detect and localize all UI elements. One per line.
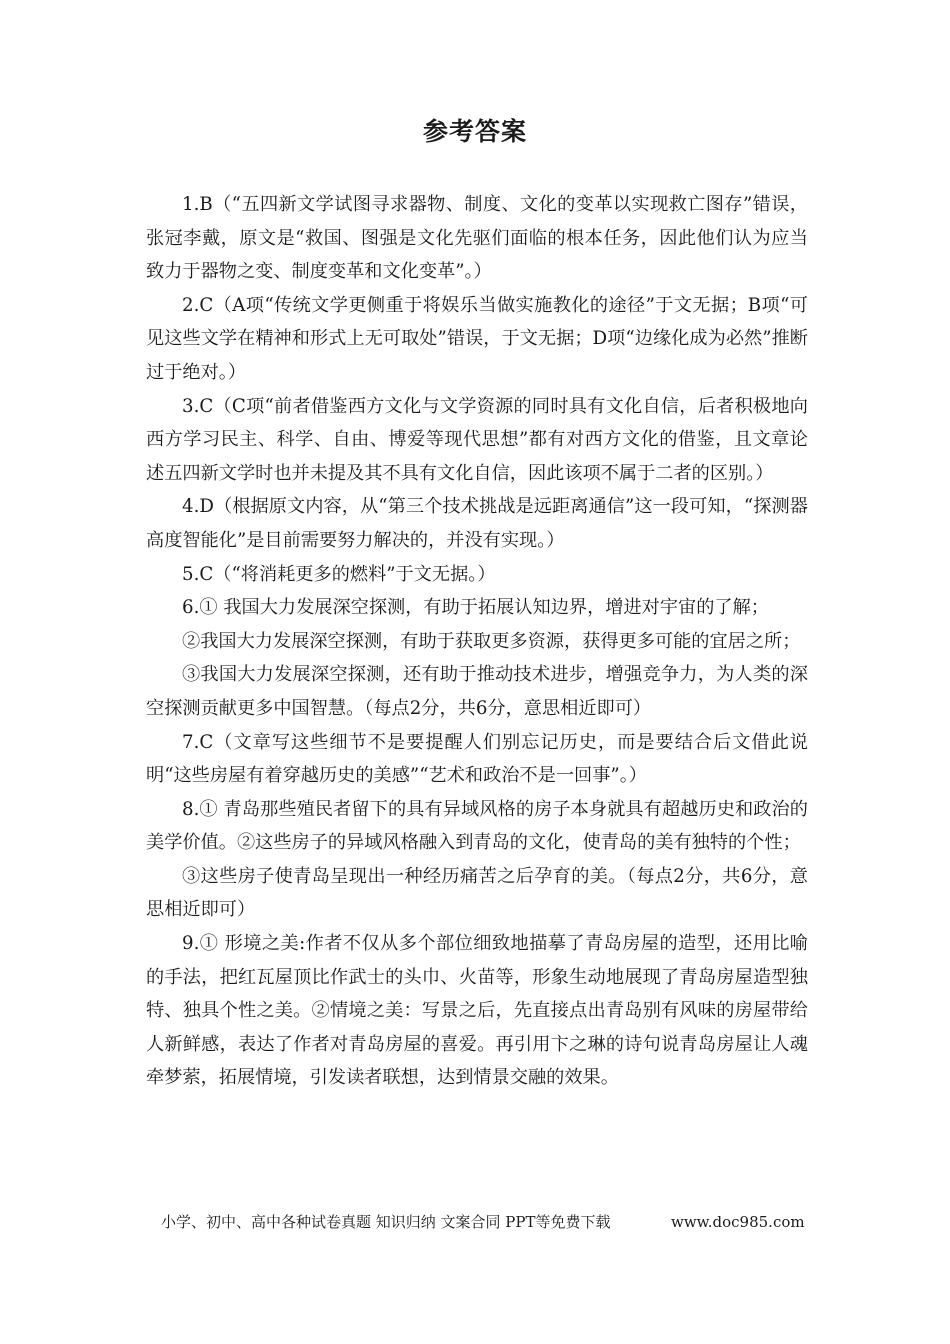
answer-7: 7.C（文章写这些细节不是要提醒人们别忘记历史，而是要结合后文借此说明“这些房屋有着穿越历史的美感”“艺术和政治不是一回事”。）: [146, 731, 808, 787]
answer-8-point-3: ③这些房子使青岛呈现出一种经历痛苦之后孕育的美。（每点2分，共6分，意思相近即可）: [146, 865, 808, 921]
answer-6-point-1: 6.① 我国大力发展深空探测，有助于拓展认知边界，增进对宇宙的了解；: [182, 597, 769, 619]
answer-6-point-2: ②我国大力发展深空探测，有助于获取更多资源，获得更多可能的宜居之所；: [182, 630, 801, 652]
footer-text: 小学、初中、高中各种试卷真题 知识归纳 文案合同 PPT等免费下载: [161, 1213, 611, 1231]
answer-6-point-3: ③我国大力发展深空探测，还有助于推动技术进步，增强竞争力，为人类的深空探测贡献更多中国智慧。（每点2分，共6分，意思相近即可）: [146, 664, 808, 719]
answer-5: 5.C（“将消耗更多的燃料”于文无据。）: [182, 563, 496, 585]
answer-4: 4.D（根据原文内容，从“第三个技术挑战是远距离通信”这一段可知，“探测器高度智能化”是目前需要努力解决的，并没有实现。）: [146, 496, 808, 551]
answer-1: 1.B（“五四新文学试图寻求器物、制度、文化的变革以实现救亡图存”错误，张冠李戴，原文是“救国、图强是文化先驱们面临的根本任务，因此他们认为应当致力于器物之变、制度变革和文化变革”。）: [146, 194, 808, 283]
answer-9: 9.① 形境之美:作者不仅从多个部位细致地描摹了青岛房屋的造型，还用比喻的手法，把红瓦屋顶比作武士的头巾、火苗等，形象生动地展现了青岛房屋造型独特、独具个性之美。②情境之美：写景之后，先直接点出青岛别有风味的房屋带给人新鲜感，表达了作者对青岛房屋的喜爱。再引用卞之琳的诗句说青岛房屋让人魂牵梦萦，拓展情境，引发读者联想，达到情景交融的效果。: [146, 933, 808, 1089]
answer-8-points-1-2: 8.① 青岛那些殖民者留下的具有异域风格的房子本身就具有超越历史和政治的美学价值。②这些房子的异域风格融入到青岛的文化，使青岛的美有独特的个性；: [146, 798, 808, 854]
answer-2: 2.C（A项“传统文学更侧重于将娱乐当做实施教化的途径”于文无据；B项“可见这些文学在精神和形式上无可取处”错误，于文无据；D项“边缘化成为必然”推断过于绝对。）: [146, 294, 808, 383]
answer-3: 3.C（C项“前者借鉴西方文化与文学资源的同时具有文化自信，后者积极地向西方学习民主、科学、自由、博爱等现代思想”都有对西方文化的借鉴，且文章论述五四新文学时也并未提及其不具有文化自信，因此该项不属于二者的区别。）: [146, 395, 808, 484]
footer-website: www.doc985.com: [671, 1213, 805, 1231]
answer-list: [146, 188, 808, 1095]
page-title: 参考答案: [422, 117, 527, 146]
